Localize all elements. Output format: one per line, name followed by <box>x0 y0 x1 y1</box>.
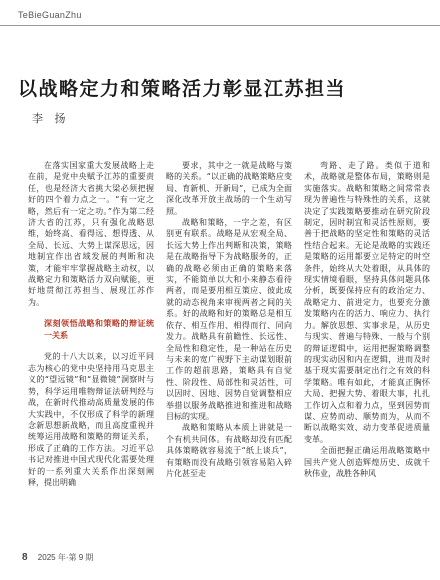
paragraph: 要求，其中之一就是战略与策略的关系。“以正确的战略策略应变局、育新机、开新局”，已成为全面深化改革开放主战场的一个生动写照。 <box>166 161 292 216</box>
text-column-3 <box>304 160 430 479</box>
header-rule <box>0 25 440 26</box>
page-number: 8 <box>22 552 28 563</box>
paragraph: 战略和策略，一字之差，有区别更有联系。战略是从宏观全局、长远大势上作出判断和决策，策略是在战略指导下为战略服务的，正确的战略必须由正确的策略来落实，不能简单以大和小来静态看待两者，而是要用相互策应、彼此成就的动态视角来审视两者之间的关系。好的战略和好的策略总是相互依存、相互作用、相得而行、同向发力。战略具有前瞻性、长远性、全局性和稳定性，是一种站在历史与未来的宽广视野下主动谋划眼前工作的超前思路，策略具有自觉性、阶段性、局部性和灵活性，可以因时、因地、因势自觉调整相应举措以服务战略推进和推进和战略目标的实现。 <box>166 218 292 421</box>
article-title: 以战略定力和策略活力彰显江苏担当 <box>18 78 347 100</box>
page-footer <box>22 552 93 563</box>
section-heading: 深刻领悟战略和策略的辩证统一关系 <box>44 318 154 340</box>
issue-label: 2025 年·第 9 期 <box>37 553 94 562</box>
paragraph: 战略和策略从本质上讲就是一个有机共同体。有战略却没有匹配具体策略就容易流于“纸上谈兵”，有策略而没有战略引领容易陷入碎片化甚至走 <box>166 423 292 478</box>
magazine-section-label: TeBieGuanZhu <box>18 10 82 20</box>
text-column-2 <box>166 160 292 479</box>
paragraph: 弯路、走了路。类似于道和术，战略就是整体布局，策略则是实施落实。战略和策略之间常常表现为普遍性与特殊性的关系，这就决定了实践策略要推动在研究阶段制定，因时制宜和灵活性原则，要善于把战略的坚定性和策略的灵活性结合起来。无论是战略的实践还是策略的运用都要立足特定的时空条件，始终从大处着眼，从具体的现实情境看眼，坚持具体问题具体分析，既要保持应有的政治定力、战略定力、前进定力，也要充分激发策略内在的活力、响应力、执行力。解放思想、实事求是，从历史与现实、普遍与特殊、一般与个别的辩证逻辑中，运用把握策略调整的现实动因和内在逻辑，进而及时基于现实需要制定出行之有效的科学策略。唯有如此，才能真正胸怀大局、把握大势、着眼大事，扎扎工作切入点和着力点，坚到因势而谋、应势而动、顺势而为，从而不断以战略实效、动力变革促进质量变革。 <box>304 161 430 444</box>
article-author: 李 扬 <box>32 112 70 125</box>
paragraph: 在落实国家重大发展战略上走在前，是党中央赋予江苏的重要责任，也是经济大省挑大梁必须把握好的四个着力点之一。“有一定之略，然后有一定之功。”作为第二经济大省的江苏，只有强化战略思维，始终高、看得远、想得透、从全局、长远、大势上谋深思远，因地制宜作出省域发展的判断和决策，才能牢牢掌握战略主动权，以战略定力和策略活力双向赋能，更好地贯彻江苏担当、展现江苏作为。 <box>28 161 154 307</box>
text-column-1 <box>28 160 154 488</box>
paragraph: 全面把握正确运用战略策略中国共产党人创造辉煌历史、成就千秋伟业，战胜各种风 <box>304 446 430 478</box>
paragraph: 党的十八大以来，以习近平同志为核心的党中央坚持用马克思主义的“望远镜”和“显微镜”洞察时与势，科学运用唯物辩证法研判经与战，在新时代推动高质量发展的伟大实践中，不仅形成了科学的新理念新思想新战略，而且高度重视并统筹运用战略和策略的辩证关系，形成了正确的工作方法。习近平总书记对推进中国式现代化需要处理好的一系列重大关系作出深刻阐释，提出明确 <box>28 352 154 487</box>
